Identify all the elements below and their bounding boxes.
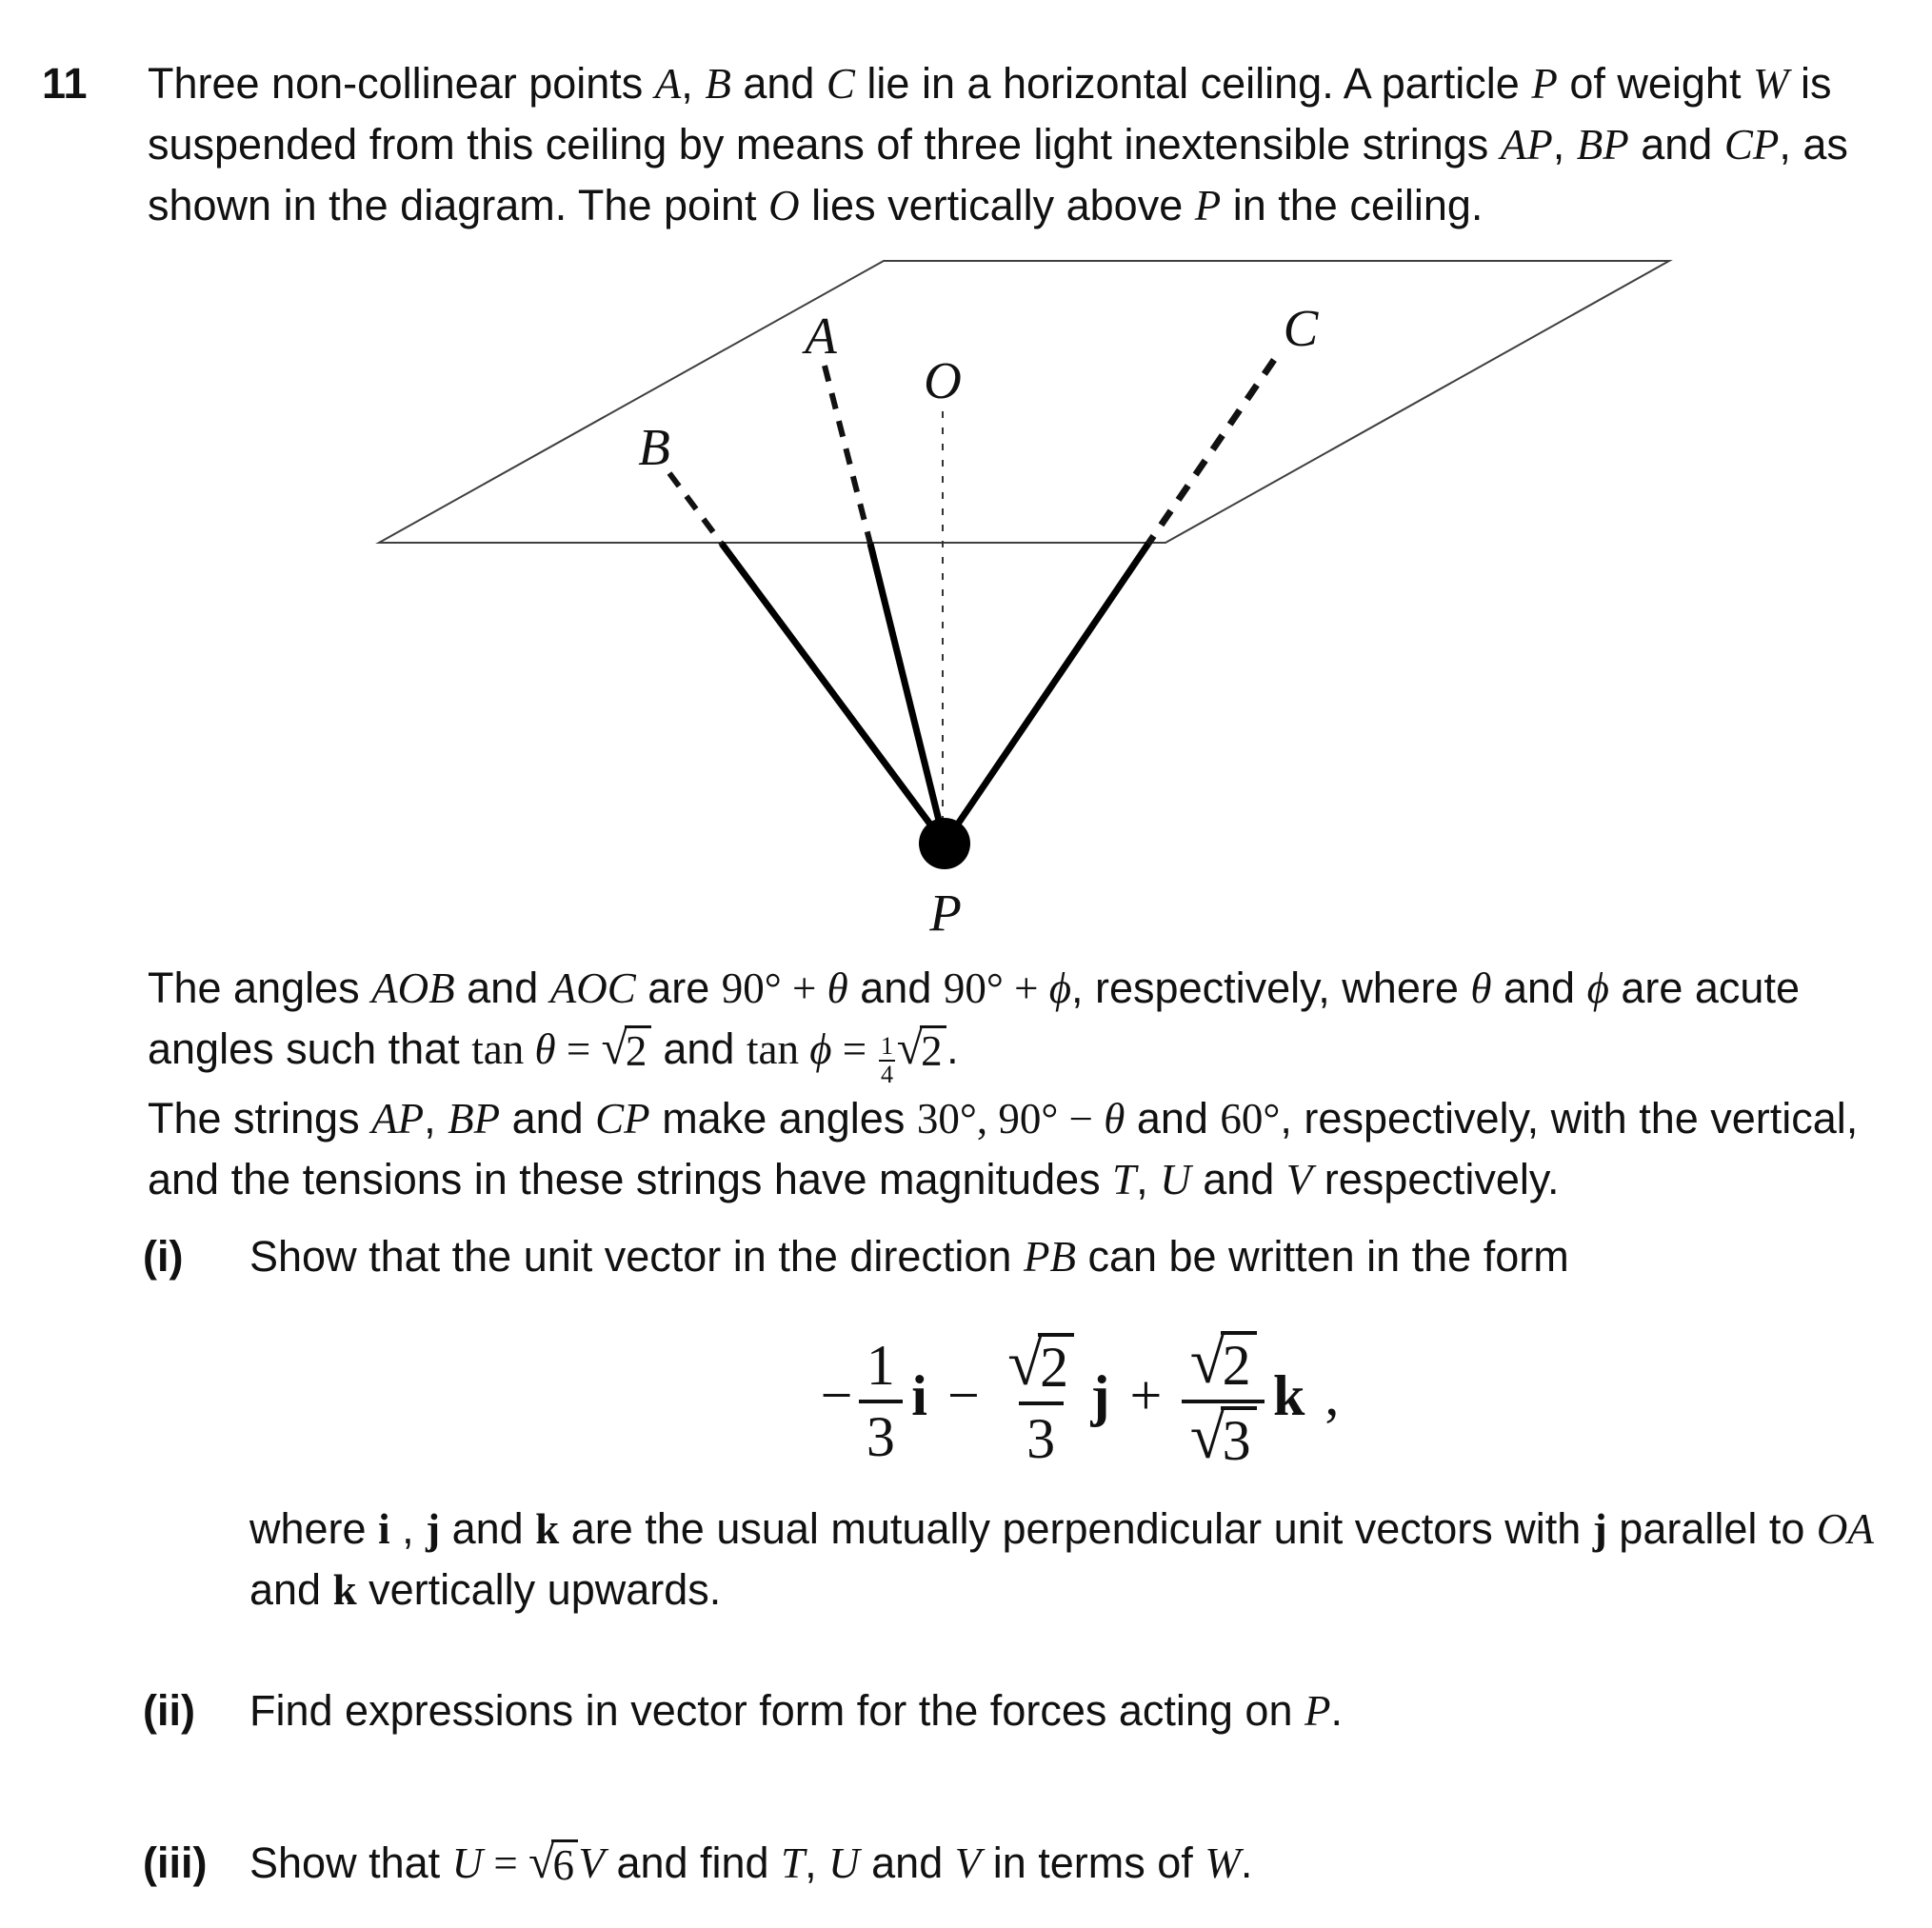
part-i-row	[143, 1226, 1923, 1287]
part-iii-text: Show that U = √ 6 V and find T, U and V in terms of W.	[249, 1835, 1253, 1889]
part-ii-text: Find expressions in vector form for the forces acting on P.	[249, 1686, 1344, 1735]
part-i-label: (i)	[143, 1232, 184, 1281]
part-ii-row	[143, 1680, 1923, 1741]
question-intro-paragraph: Three non-collinear points A, B and C lie in a horizontal ceiling. A particle P of weight W is suspended from this ceiling by means of three light inextensible strings AP, BP and CP, as shown in the diagram. The point O lies vertically above P in the ceiling.	[148, 59, 1848, 229]
diagram-label-C: C	[1283, 299, 1319, 357]
part-ii-label: (ii)	[143, 1686, 195, 1735]
part-i-text: Show that the unit vector in the direction PB can be written in the form	[249, 1232, 1569, 1281]
angles-paragraph: The angles AOB and AOC are 90° + θ and 90° + ϕ, respectively, where θ and ϕ are acute angles such that tan θ = √ 2 and tan ϕ = $\frac{1}{4}$ √ 2 .	[148, 964, 1800, 1088]
string-CP	[945, 544, 1148, 844]
unit-vector-formula: − $\frac{1}{3}$ i − √ 2 3 j + √ 2 √ 3 k ,	[820, 1325, 1340, 1472]
question-number: 11	[42, 59, 88, 108]
part-iii-label: (iii)	[143, 1839, 208, 1887]
string-AP-hidden	[825, 366, 870, 544]
string-BP-hidden	[669, 473, 722, 544]
part-iii-row	[143, 1833, 1923, 1894]
strings-paragraph: The strings AP, BP and CP make angles 30°, 90° − θ and 60°, respectively, with the vertical, and the tensions in these strings have magnitudes T, U and V respectively.	[148, 1094, 1859, 1203]
unit-vectors-note: where i , j and k are the usual mutually perpendicular unit vectors with j parallel to OA and k vertically upwards.	[249, 1504, 1874, 1614]
diagram-label-O: O	[924, 351, 962, 409]
diagram-label-B: B	[638, 418, 670, 476]
ceiling-plane	[379, 261, 1669, 543]
string-BP	[722, 544, 945, 844]
particle-P-dot	[919, 818, 970, 869]
diagram-label-P: P	[929, 884, 962, 942]
diagram-label-A: A	[805, 307, 837, 365]
